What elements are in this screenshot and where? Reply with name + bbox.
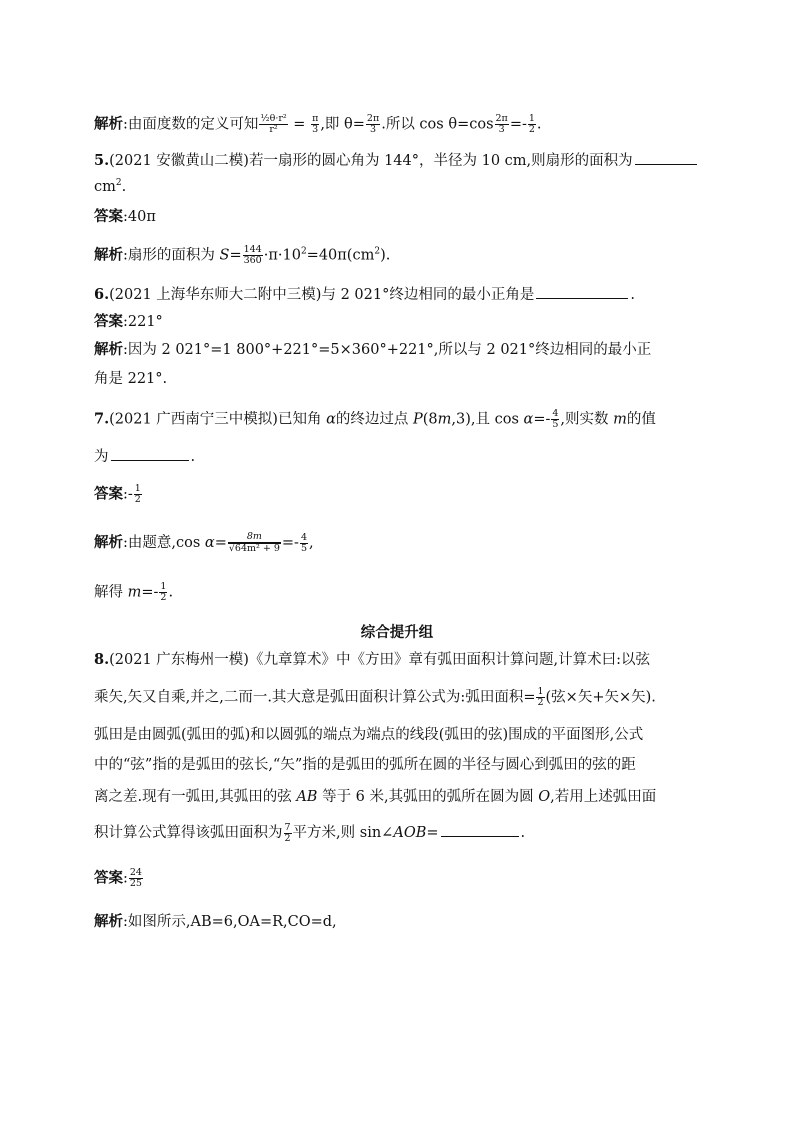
fraction: $\frac{4}{5}$ (300, 531, 307, 554)
q8-stem-1: 8.(2021 广东梅州一模)《九章算术》中《方田》章有弧田面积计算问题,计算术曰:以弦 (94, 651, 650, 668)
q8-stem-2: 乘矢,矢又自乘,并之,二而一.其大意是弧田面积计算公式为:弧田面积= $\frac{1}{2}$ (弦×矢+矢×矢). (94, 686, 656, 708)
fraction: $\frac{4}{5}$ (552, 408, 559, 430)
q8-stem-5: 离之差.现有一弧田,其弧田的弦 AB 等于 6 米,其弧田的弧所在圆为圆 O,若用上述弧田面 (94, 789, 657, 805)
q7-answer: 答案:- $\frac{1}{2}$ (94, 483, 141, 505)
answer-blank (111, 446, 189, 461)
q6-stem: 6.(2021 上海华东师大二附中三模)与 2 021°终边相同的最小正角是 . (94, 286, 635, 303)
fraction: $\frac{\text{½θ·r²}}{\text{r²}}$ (260, 113, 287, 135)
fraction: $\frac{1}{2}$ (160, 581, 167, 603)
answer-label: 答案 (94, 485, 123, 503)
answer-label: 答案 (94, 313, 123, 330)
question-number: 6. (94, 286, 110, 303)
solution-label: 解析 (94, 913, 123, 930)
solution-text: :由面度数的定义可知 (123, 116, 259, 133)
fraction: $\frac{144}{360}$ (243, 244, 262, 266)
answer-blank (635, 150, 697, 165)
question-number: 5. (94, 152, 110, 169)
question-number: 7. (94, 410, 110, 428)
q8-answer: 答案: $\frac{24}{25}$ (94, 867, 142, 889)
q5-stem: 5.(2021 安徽黄山二模)若一扇形的圆心角为 144°，半径为 10 cm,则扇形的面积为 (94, 150, 699, 171)
fraction: $\frac{2\pi}{3}$ (366, 113, 380, 135)
answer-label: 答案 (94, 208, 123, 225)
q8-stem-4: 中的“弦”指的是弧田的弦长,“矢”指的是弧田的弧所在圆的半径与圆心到弧田的弦的距 (94, 757, 636, 773)
answer-blank (536, 284, 628, 299)
solution-label: 解析 (94, 115, 123, 133)
answer-value: :40π (123, 209, 156, 225)
q6-answer (94, 312, 163, 332)
solution-label: 解析 (94, 341, 123, 358)
q5-stem-cont: $cm^2$. (94, 178, 127, 195)
q7-solution: 解析:由题意,cos α= $\frac{8m}{\text{√64m² + 9}}$ =- $\frac{4}{5}$ , (94, 531, 314, 554)
answer-blank (441, 822, 519, 837)
fraction: $\frac{2\pi}{3}$ (495, 113, 508, 135)
q8-stem-3: 弧田是由圆弧(弧田的弧)和以圆弧的端点为端点的线段(弧田的弦)围成的平面图形,公式 (94, 727, 644, 743)
fraction: $\frac{8m}{\text{√64m² + 9}}$ (228, 531, 280, 554)
question-number: 8. (94, 651, 110, 668)
q5-solution: 解析:扇形的面积为 S= $\frac{144}{360}$ $\cdot\pi\cdot 10^2=40\pi(cm^2)$. (94, 244, 391, 266)
q5-answer (94, 207, 156, 227)
q7-stem-cont: 为 . (94, 446, 195, 467)
q8-stem-6: 积计算公式算得该弧田面积为 $\frac{7}{2}$ 平方米,则 sin∠AOB= . (94, 821, 526, 844)
q7-stem: 7.(2021 广西南宁三中模拟)已知角 α的终边过点 P(8m,3),且 cos α=- $\frac{4}{5}$ ,则实数 m的值 (94, 408, 656, 430)
q6-solution: 解析:因为 2 021°=1 800°+221°=5×360°+221°,所以与 2 021°终边相同的最小正 (94, 341, 652, 358)
section-heading: 综合提升组 (360, 624, 434, 641)
fraction: $\frac{24}{25}$ (129, 867, 142, 889)
answer-value: :221° (123, 314, 163, 330)
q8-solution: 解析:如图所示,AB=6,OA=R,CO=d, (94, 913, 337, 930)
q7-solution-cont: 解得 m=- $\frac{1}{2}$ . (94, 581, 174, 603)
solution-label: 解析 (94, 534, 123, 551)
solution-label: 解析 (94, 246, 123, 264)
q6-solution-cont: 角是 221°. (94, 371, 168, 387)
fraction: $\frac{7}{2}$ (284, 821, 291, 844)
fraction: $\frac{\pi}{3}$ (312, 113, 319, 135)
q4-solution: 解析:由面度数的定义可知 $\frac{\text{½θ·r²}}{\text{r²}}$ = $\frac{\pi}{3}$ ,即 θ= $\frac{2\pi}{3}$ .所以 cos θ=cos $\frac{2\pi}{3}$ =- $\frac{1}{2}$ . (94, 113, 542, 135)
answer-label: 答案 (94, 869, 123, 887)
fraction: $\frac{1}{2}$ (134, 483, 141, 505)
fraction: $\frac{1}{2}$ (528, 113, 535, 135)
fraction: $\frac{1}{2}$ (537, 686, 544, 708)
